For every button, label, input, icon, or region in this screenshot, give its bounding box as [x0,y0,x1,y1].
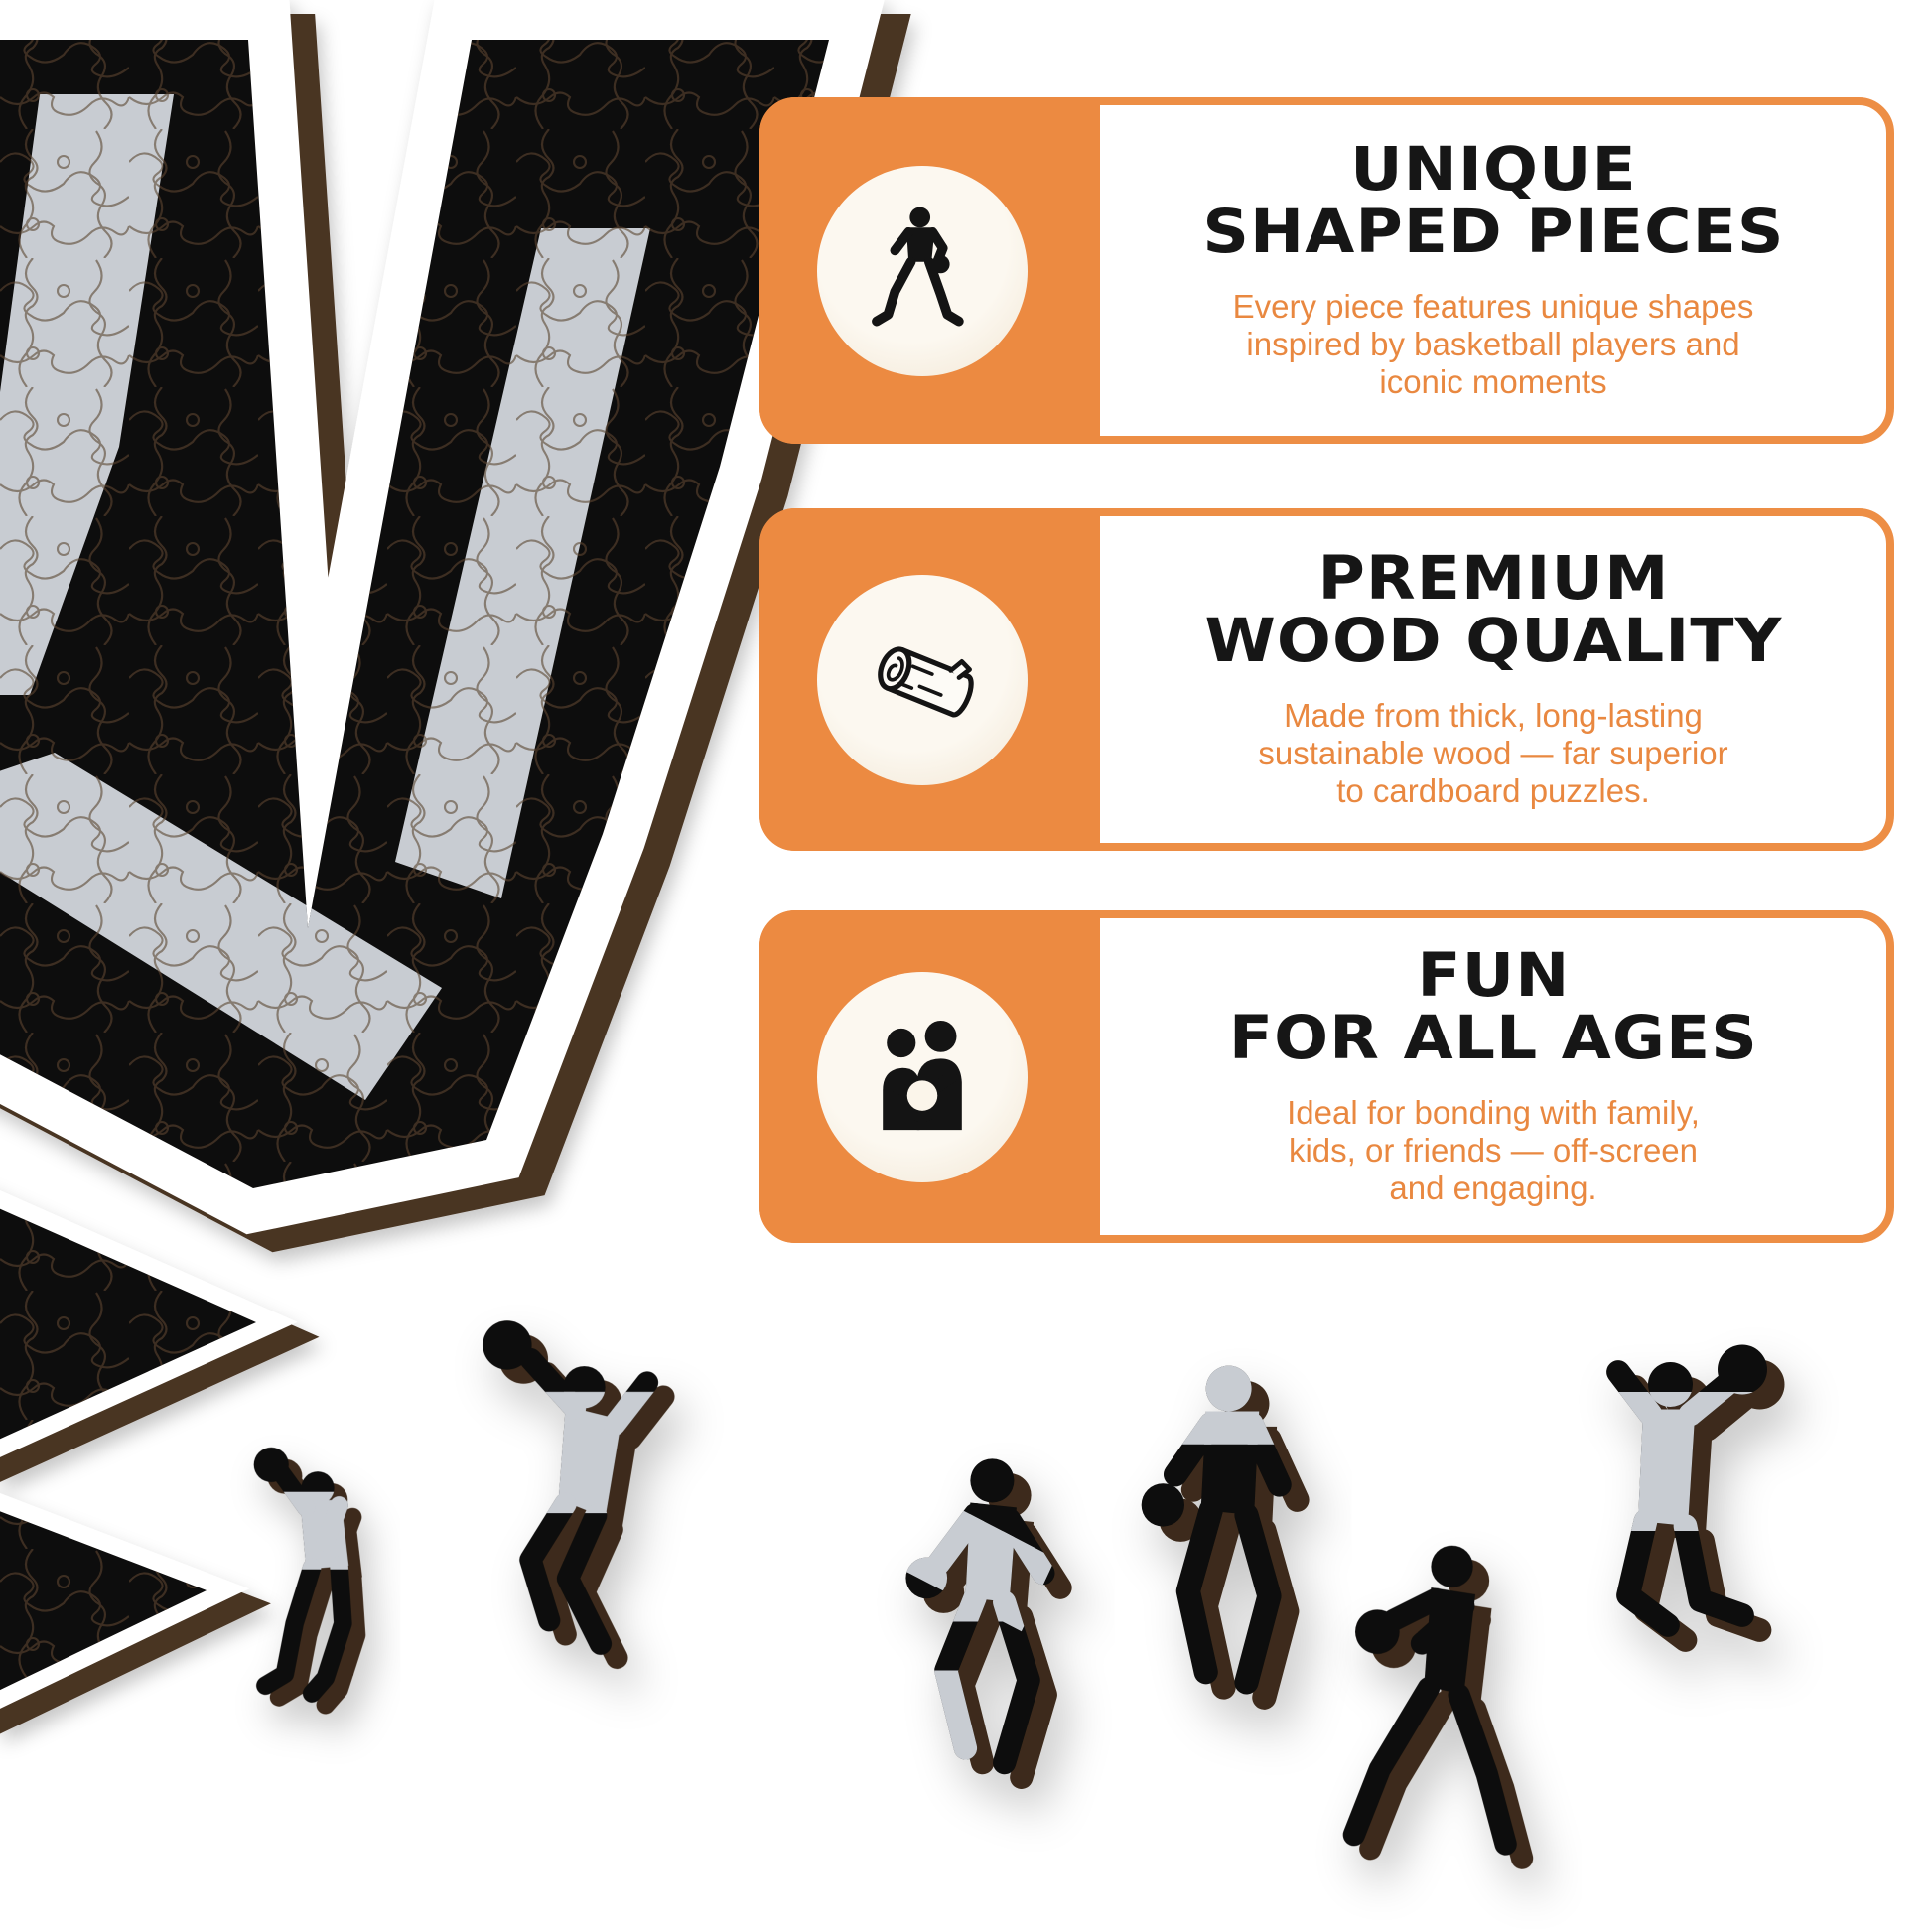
card-content [1100,918,1886,1235]
player-piece-dribbler [1142,1366,1298,1698]
card-body [1287,1094,1700,1208]
feature-card-wood-quality [759,508,1894,851]
card-body-line3: to cardboard puzzles. [1336,772,1650,810]
wood-log-icon [854,612,991,749]
player-piece-passer-black [1354,1546,1522,1859]
feature-card-unique-pieces [759,97,1894,444]
card-body-line1: Ideal for bonding with family, [1287,1093,1700,1131]
player-piece-runner-sash [905,1458,1060,1777]
basketball-player-icon [854,203,991,340]
card-title [1204,543,1782,677]
player-piece-jumper-small [254,1448,362,1705]
card-orange-panel [759,910,1100,1243]
card-body-line1: Made from thick, long-lasting [1284,696,1703,734]
card-content [1100,105,1886,436]
card-title-line2: FOR ALL AGES [1228,1003,1758,1074]
card-body [1258,697,1727,811]
card-title [1201,134,1785,268]
player-piece-dunker [1618,1345,1785,1641]
card-body-line1: Every piece features unique shapes [1232,287,1754,325]
feature-card-fun-ages [759,910,1894,1243]
card-title [1228,940,1758,1074]
card-title-line1: FUN [1417,940,1570,1012]
card-title-line1: UNIQUE [1349,134,1637,206]
card-orange-panel [759,508,1100,851]
card-body-line2: inspired by basketball players and [1246,326,1740,363]
card-body-line2: kids, or friends — off-screen [1288,1132,1699,1170]
player-piece-reverse-dunk [483,1320,663,1658]
family-icon [854,1009,991,1146]
card-title-line2: WOOD QUALITY [1204,606,1782,677]
card-body-line3: iconic moments [1379,363,1607,401]
card-title-line1: PREMIUM [1316,543,1670,615]
card-orange-panel [759,97,1100,444]
card-title-line2: SHAPED PIECES [1201,197,1785,268]
card-body [1233,288,1754,402]
card-icon-badge [817,575,1028,785]
card-content [1100,516,1886,843]
card-icon-badge [817,972,1028,1182]
card-body-line2: sustainable wood — far superior [1258,735,1728,772]
card-body-line3: and engaging. [1389,1170,1597,1207]
card-icon-badge [817,166,1028,376]
